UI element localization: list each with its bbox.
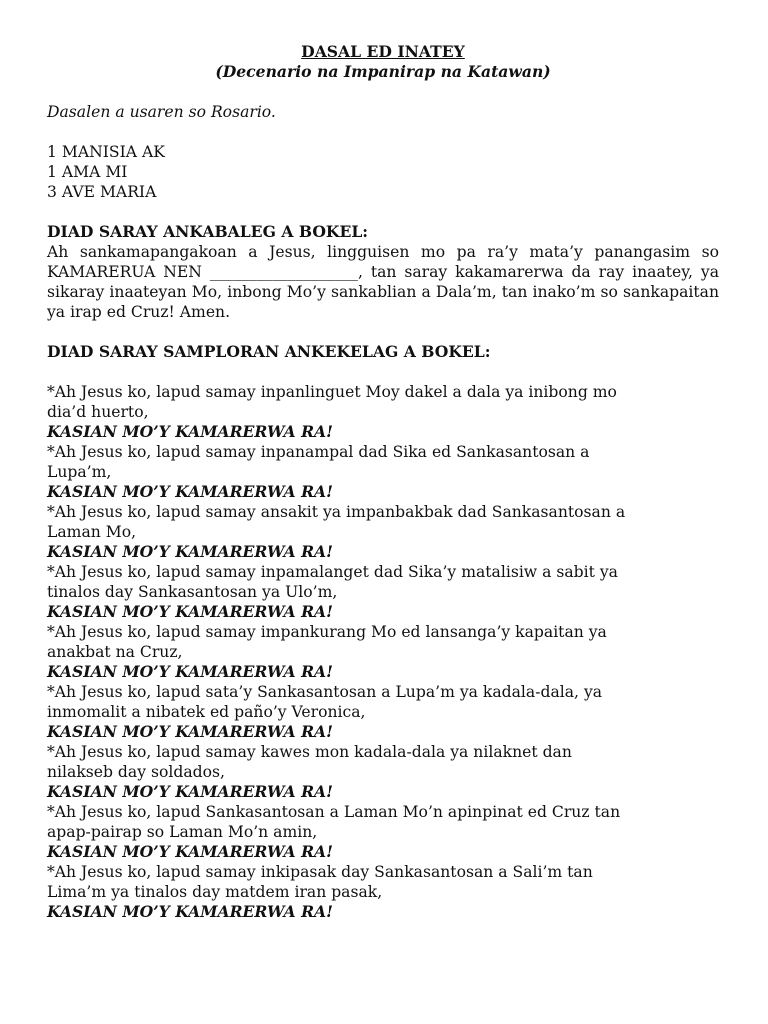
litany-response: KASIAN MO’Y KAMARERWA RA!: [47, 722, 333, 741]
litany-petition: [47, 442, 719, 482]
prayer-count-item: 3 AVE MARIA: [47, 183, 157, 201]
litany-response: KASIAN MO’Y KAMARERWA RA!: [47, 422, 333, 441]
petition-line: Lupa’m,: [47, 463, 112, 481]
litany-response: KASIAN MO’Y KAMARERWA RA!: [47, 482, 333, 501]
litany-response: KASIAN MO’Y KAMARERWA RA!: [47, 602, 333, 621]
petition-line: *Ah Jesus ko, lapud samay inpanampal dad Sika ed Sankasantosan a: [47, 443, 590, 461]
petition-line: dia’d huerto,: [47, 403, 149, 421]
petition-line: *Ah Jesus ko, lapud sata’y Sankasantosan a Lupa’m ya kadala-dala, ya: [47, 683, 603, 701]
litany-petition: [47, 802, 719, 842]
petition-line: *Ah Jesus ko, lapud samay inpanlinguet Moy dakel a dala ya inibong mo: [47, 383, 617, 401]
prayer-count-item: 1 AMA MI: [47, 163, 128, 181]
petition-line: nilakseb day soldados,: [47, 763, 225, 781]
petition-line: *Ah Jesus ko, lapud samay inpamalanget dad Sika’y matalisiw a sabit ya: [47, 563, 618, 581]
petition-line: *Ah Jesus ko, lapud samay ansakit ya impanbakbak dad Sankasantosan a: [47, 503, 626, 521]
litany-petition: [47, 622, 719, 662]
document-title: DASAL ED INATEY: [301, 42, 465, 61]
petition-line: *Ah Jesus ko, lapud samay inkipasak day Sankasantosan a Sali’m tan: [47, 863, 593, 881]
document-subtitle: (Decenario na Impanirap na Katawan): [215, 62, 551, 81]
large-beads-prayer: Ah sankamapangakoan a Jesus, lingguisen mo pa ra’y mata’y panangasim so KAMARERUA NEN ___________________, tan saray kakamarerwa da ray inaatey, ya sikaray inaateyan Mo, inbong Mo’y sankablian a Dala’m, tan inako’m so sankapaitan ya irap ed Cruz! Amen.: [47, 243, 719, 321]
litany-petition: [47, 862, 719, 902]
petition-line: inmomalit a nibatek ed paño’y Veronica,: [47, 703, 366, 721]
section-heading-small-beads: DIAD SARAY SAMPLORAN ANKEKELAG A BOKEL:: [47, 342, 491, 361]
petition-line: anakbat na Cruz,: [47, 643, 183, 661]
petition-line: Lima’m ya tinalos day matdem iran pasak,: [47, 883, 383, 901]
document-page: [47, 42, 719, 922]
litany-response: KASIAN MO’Y KAMARERWA RA!: [47, 902, 333, 921]
intro-instruction: Dasalen a usaren so Rosario.: [47, 103, 276, 121]
litany-petition: [47, 382, 719, 422]
litany-response: KASIAN MO’Y KAMARERWA RA!: [47, 542, 333, 561]
litany-petition: [47, 682, 719, 722]
litany-response: KASIAN MO’Y KAMARERWA RA!: [47, 662, 333, 681]
litany-response: KASIAN MO’Y KAMARERWA RA!: [47, 782, 333, 801]
petition-line: Laman Mo,: [47, 523, 137, 541]
petition-line: *Ah Jesus ko, lapud Sankasantosan a Laman Mo’n apinpinat ed Cruz tan: [47, 803, 621, 821]
prayer-counts: [47, 142, 719, 202]
petition-line: *Ah Jesus ko, lapud samay impankurang Mo ed lansanga’y kapaitan ya: [47, 623, 607, 641]
litany-petition: [47, 742, 719, 782]
litany-petition: [47, 562, 719, 602]
litany: [47, 382, 719, 922]
petition-line: tinalos day Sankasantosan ya Ulo’m,: [47, 583, 338, 601]
section-heading-large-beads: DIAD SARAY ANKABALEG A BOKEL:: [47, 222, 369, 241]
litany-petition: [47, 502, 719, 542]
prayer-count-item: 1 MANISIA AK: [47, 143, 165, 161]
petition-line: apap-pairap so Laman Mo’n amin,: [47, 823, 318, 841]
petition-line: *Ah Jesus ko, lapud samay kawes mon kadala-dala ya nilaknet dan: [47, 743, 572, 761]
litany-response: KASIAN MO’Y KAMARERWA RA!: [47, 842, 333, 861]
